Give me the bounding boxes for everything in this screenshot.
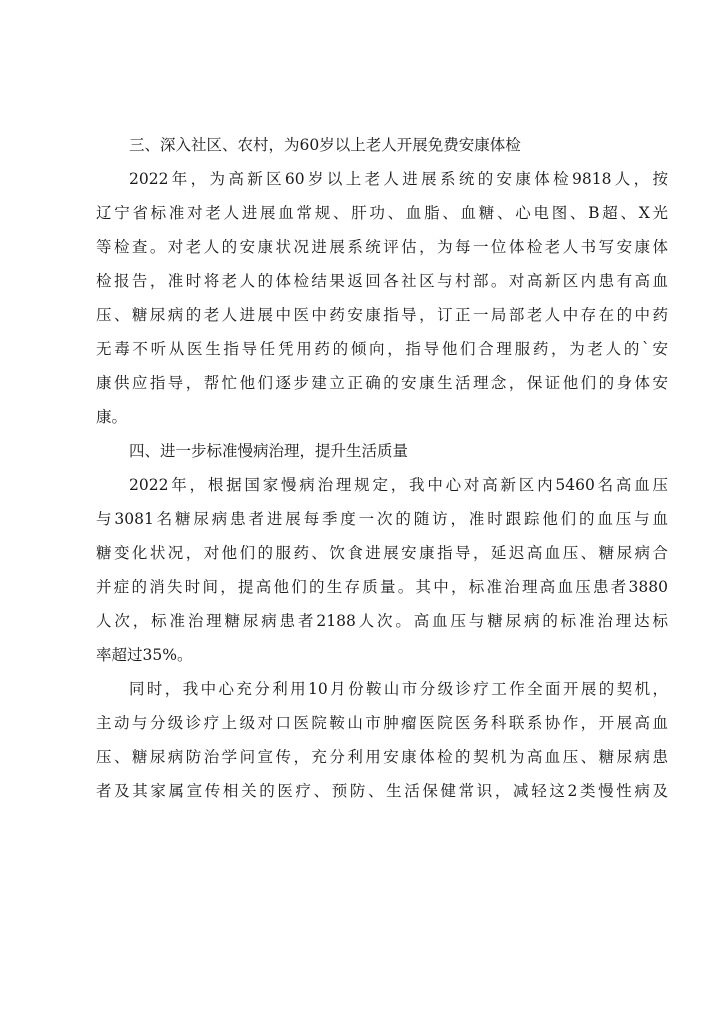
paragraph-line: 无毒不听从医生指导任凭用药的倾向，指导他们合理服药，为老人的`安: [96, 340, 668, 358]
paragraph-line: 2022年，为高新区60岁以上老人进展系统的安康体检9818人，按: [129, 170, 668, 188]
paragraph-line: 压、糖尿病的老人进展中医中药安康指导，订正一局部老人中存在的中药: [96, 306, 668, 324]
paragraph-line: 压、糖尿病防治学问宣传，充分利用安康体检的契机为高血压、糖尿病患: [96, 748, 668, 766]
document-body: [96, 128, 668, 808]
paragraph-line: 辽宁省标准对老人进展血常规、肝功、血脂、血糖、心电图、B超、X光: [96, 204, 668, 222]
paragraph-line: 检报告，准时将老人的体检结果返回各社区与村部。对高新区内患有高血: [96, 272, 668, 290]
paragraph-line: 率超过35%。: [96, 646, 193, 664]
paragraph-line: 等检查。对老人的安康状况进展系统评估，为每一位体检老人书写安康体: [96, 238, 668, 256]
paragraph-line: 同时，我中心充分利用10月份鞍山市分级诊疗工作全面开展的契机，: [129, 680, 668, 698]
paragraph-line: 并症的消失时间，提高他们的生存质量。其中，标准治理高血压患者3880: [96, 578, 668, 596]
paragraph-line: 2022年，根据国家慢病治理规定，我中心对高新区内5460名高血压: [129, 476, 668, 494]
paragraph-line: 人次，标准治理糖尿病患者2188人次。高血压与糖尿病的标准治理达标: [96, 612, 668, 630]
paragraph-line: 者及其家属宣传相关的医疗、预防、生活保健常识，减轻这2类慢性病及: [96, 782, 668, 800]
section-heading-3: 三、深入社区、农村，为60岁以上老人开展免费安康体检: [129, 136, 521, 154]
paragraph-line: 康供应指导，帮忙他们逐步建立正确的安康生活理念，保证他们的身体安: [96, 374, 668, 392]
paragraph-line: 糖变化状况，对他们的服药、饮食进展安康指导，延迟高血压、糖尿病合: [96, 544, 668, 562]
section-heading-4: 四、进一步标准慢病治理，提升生活质量: [129, 442, 409, 460]
paragraph-line: 康。: [96, 408, 128, 426]
paragraph-line: 与3081名糖尿病患者进展每季度一次的随访，准时跟踪他们的血压与血: [96, 510, 668, 528]
paragraph-line: 主动与分级诊疗上级对口医院鞍山市肿瘤医院医务科联系协作，开展高血: [96, 714, 668, 732]
